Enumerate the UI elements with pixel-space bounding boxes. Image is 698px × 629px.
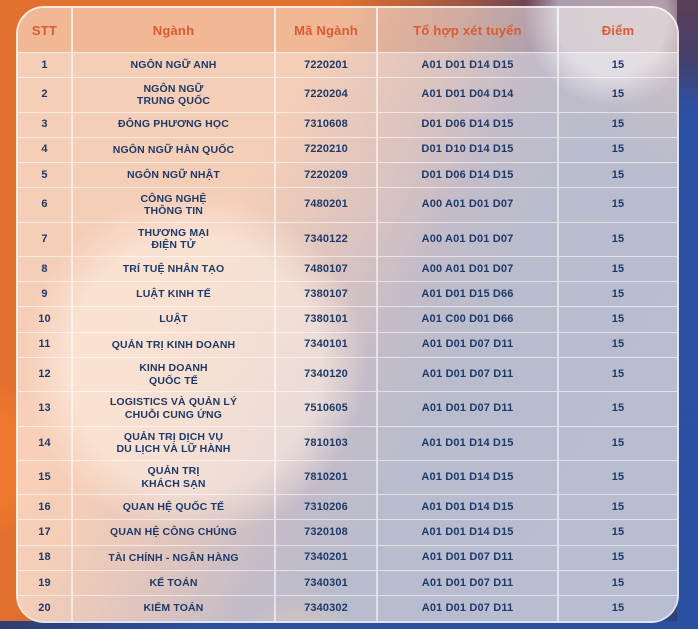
major-cell — [72, 282, 275, 307]
stt-cell: 15 — [18, 460, 72, 494]
combination-cell: A01 D01 D07 D11 — [377, 570, 558, 595]
major-name-line: QUỐC TẾ — [149, 374, 198, 387]
major-code-cell: 7220209 — [275, 163, 377, 188]
table-row — [18, 570, 677, 595]
background-bottom-edge — [0, 621, 698, 629]
table-row — [18, 256, 677, 281]
score-cell: 15 — [558, 282, 677, 307]
major-cell — [72, 78, 275, 112]
table-row — [18, 357, 677, 391]
combination-cell: A01 D01 D14 D15 — [377, 53, 558, 78]
major-name-line: NGÔN NGỮ ANH — [130, 58, 217, 71]
score-cell: 15 — [558, 392, 677, 426]
stt-cell: 2 — [18, 78, 72, 112]
major-name-line: QUẢN TRỊ DỊCH VỤ — [123, 430, 224, 443]
major-cell — [72, 495, 275, 520]
major-code-cell: 7220204 — [275, 78, 377, 112]
combination-cell: A01 D01 D07 D11 — [377, 357, 558, 391]
combination-cell: A00 A01 D01 D07 — [377, 188, 558, 222]
score-cell: 15 — [558, 495, 677, 520]
major-name-line: QUAN HỆ QUỐC TẾ — [122, 501, 225, 514]
column-header-major: Ngành — [72, 8, 275, 53]
score-cell: 15 — [558, 357, 677, 391]
table-row — [18, 392, 677, 426]
major-name-line: ĐÔNG PHƯƠNG HỌC — [118, 118, 229, 131]
column-header-major-code: Mã Ngành — [275, 8, 377, 53]
major-code-cell: 7320108 — [275, 520, 377, 545]
combination-cell: A01 D01 D14 D15 — [377, 460, 558, 494]
combination-cell: A01 D01 D15 D66 — [377, 282, 558, 307]
stt-cell: 7 — [18, 222, 72, 256]
major-cell — [72, 332, 275, 357]
combination-cell: D01 D06 D14 D15 — [377, 163, 558, 188]
major-name-line: CHUỖI CUNG ỨNG — [124, 408, 223, 421]
major-code-cell: 7380101 — [275, 307, 377, 332]
background-right-edge — [677, 0, 698, 629]
major-code-cell: 7480107 — [275, 256, 377, 281]
score-cell: 15 — [558, 53, 677, 78]
stt-cell: 17 — [18, 520, 72, 545]
major-name-line: LUẬT — [159, 313, 188, 326]
stt-cell: 5 — [18, 163, 72, 188]
major-name-line: KIỂM TOÁN — [143, 602, 204, 615]
major-code-cell: 7310206 — [275, 495, 377, 520]
admission-score-table — [18, 8, 677, 621]
major-name-line: QUAN HỆ CÔNG CHÚNG — [110, 526, 237, 539]
major-cell — [72, 222, 275, 256]
major-name-line: TRÍ TUỆ NHÂN TẠO — [122, 262, 225, 275]
major-name-line: CÔNG NGHỆ — [140, 192, 207, 205]
table-body — [18, 53, 677, 622]
combination-cell: A01 D01 D07 D11 — [377, 392, 558, 426]
stt-cell: 14 — [18, 426, 72, 460]
major-code-cell: 7480201 — [275, 188, 377, 222]
major-code-cell: 7810103 — [275, 426, 377, 460]
table-row — [18, 307, 677, 332]
score-cell: 15 — [558, 78, 677, 112]
stt-cell: 13 — [18, 392, 72, 426]
table-row — [18, 112, 677, 137]
major-code-cell: 7340122 — [275, 222, 377, 256]
table-row — [18, 222, 677, 256]
major-cell — [72, 307, 275, 332]
major-code-cell: 7510605 — [275, 392, 377, 426]
stt-cell: 12 — [18, 357, 72, 391]
major-name-line: QUẢN TRỊ — [147, 465, 200, 478]
table-row — [18, 53, 677, 78]
major-name-line: NGÔN NGỮ HÀN QUỐC — [112, 143, 235, 156]
major-cell — [72, 520, 275, 545]
table-row — [18, 545, 677, 570]
stt-cell: 20 — [18, 596, 72, 621]
major-cell — [72, 392, 275, 426]
major-code-cell: 7220201 — [275, 53, 377, 78]
admission-score-table-card — [18, 8, 677, 621]
stt-cell: 11 — [18, 332, 72, 357]
major-cell — [72, 188, 275, 222]
table-row — [18, 78, 677, 112]
table-row — [18, 332, 677, 357]
major-name-line: LOGISTICS VÀ QUẢN LÝ — [109, 396, 238, 409]
combination-cell: A01 D01 D14 D15 — [377, 426, 558, 460]
combination-cell: A01 D01 D07 D11 — [377, 332, 558, 357]
major-cell — [72, 163, 275, 188]
score-cell: 15 — [558, 596, 677, 621]
combination-cell: A00 A01 D01 D07 — [377, 222, 558, 256]
stt-cell: 10 — [18, 307, 72, 332]
column-header-stt: STT — [18, 8, 72, 53]
major-code-cell: 7340101 — [275, 332, 377, 357]
stt-cell: 16 — [18, 495, 72, 520]
major-code-cell: 7810201 — [275, 460, 377, 494]
combination-cell: A01 D01 D14 D15 — [377, 520, 558, 545]
stt-cell: 8 — [18, 256, 72, 281]
combination-cell: A01 D01 D07 D11 — [377, 545, 558, 570]
stt-cell: 18 — [18, 545, 72, 570]
table-row — [18, 188, 677, 222]
stt-cell: 6 — [18, 188, 72, 222]
table-row — [18, 282, 677, 307]
major-cell — [72, 357, 275, 391]
major-name-line: KẾ TOÁN — [149, 576, 198, 589]
major-name-line: ĐIỆN TỬ — [151, 239, 196, 252]
major-cell — [72, 137, 275, 162]
table-row — [18, 163, 677, 188]
major-name-line: LUẬT KINH TẾ — [136, 288, 211, 301]
stt-cell: 19 — [18, 570, 72, 595]
major-cell — [72, 570, 275, 595]
combination-cell: A01 C00 D01 D66 — [377, 307, 558, 332]
score-cell: 15 — [558, 570, 677, 595]
major-name-line: TÀI CHÍNH - NGÂN HÀNG — [108, 551, 239, 564]
score-cell: 15 — [558, 520, 677, 545]
major-cell — [72, 596, 275, 621]
score-cell: 15 — [558, 137, 677, 162]
major-name-line: DU LỊCH VÀ LỮ HÀNH — [116, 443, 231, 456]
score-cell: 15 — [558, 307, 677, 332]
major-name-line: KINH DOANH — [139, 362, 208, 375]
table-header — [18, 8, 677, 53]
combination-cell: A00 A01 D01 D07 — [377, 256, 558, 281]
combination-cell: A01 D01 D07 D11 — [377, 596, 558, 621]
major-name-line: KHÁCH SẠN — [141, 477, 206, 490]
combination-cell: D01 D06 D14 D15 — [377, 112, 558, 137]
major-name-line: NGÔN NGỮ NHẬT — [127, 168, 220, 181]
table-row — [18, 426, 677, 460]
major-name-line: NGÔN NGỮ — [143, 82, 204, 95]
major-name-line: THÔNG TIN — [143, 204, 204, 217]
stt-cell: 9 — [18, 282, 72, 307]
stt-cell: 3 — [18, 112, 72, 137]
major-code-cell: 7340301 — [275, 570, 377, 595]
score-cell: 15 — [558, 163, 677, 188]
major-cell — [72, 460, 275, 494]
major-cell — [72, 545, 275, 570]
table-row — [18, 495, 677, 520]
major-cell — [72, 256, 275, 281]
major-code-cell: 7220210 — [275, 137, 377, 162]
score-cell: 15 — [558, 112, 677, 137]
major-name-line: TRUNG QUỐC — [136, 94, 211, 107]
score-cell: 15 — [558, 222, 677, 256]
major-code-cell: 7340302 — [275, 596, 377, 621]
table-row — [18, 596, 677, 621]
major-code-cell: 7380107 — [275, 282, 377, 307]
table-header-row — [18, 8, 677, 53]
score-cell: 15 — [558, 256, 677, 281]
major-code-cell: 7340201 — [275, 545, 377, 570]
stt-cell: 1 — [18, 53, 72, 78]
score-cell: 15 — [558, 332, 677, 357]
major-cell — [72, 426, 275, 460]
major-name-line: QUẢN TRỊ KINH DOANH — [111, 338, 236, 351]
score-cell: 15 — [558, 426, 677, 460]
table-row — [18, 137, 677, 162]
score-cell: 15 — [558, 460, 677, 494]
column-header-score: Điểm — [558, 8, 677, 53]
major-code-cell: 7310608 — [275, 112, 377, 137]
major-name-line: THƯƠNG MẠI — [137, 226, 210, 239]
combination-cell: A01 D01 D04 D14 — [377, 78, 558, 112]
table-row — [18, 520, 677, 545]
stt-cell: 4 — [18, 137, 72, 162]
major-cell — [72, 53, 275, 78]
major-code-cell: 7340120 — [275, 357, 377, 391]
score-cell: 15 — [558, 188, 677, 222]
table-row — [18, 460, 677, 494]
score-cell: 15 — [558, 545, 677, 570]
major-cell — [72, 112, 275, 137]
combination-cell: D01 D10 D14 D15 — [377, 137, 558, 162]
column-header-combination: Tổ hợp xét tuyển — [377, 8, 558, 53]
combination-cell: A01 D01 D14 D15 — [377, 495, 558, 520]
